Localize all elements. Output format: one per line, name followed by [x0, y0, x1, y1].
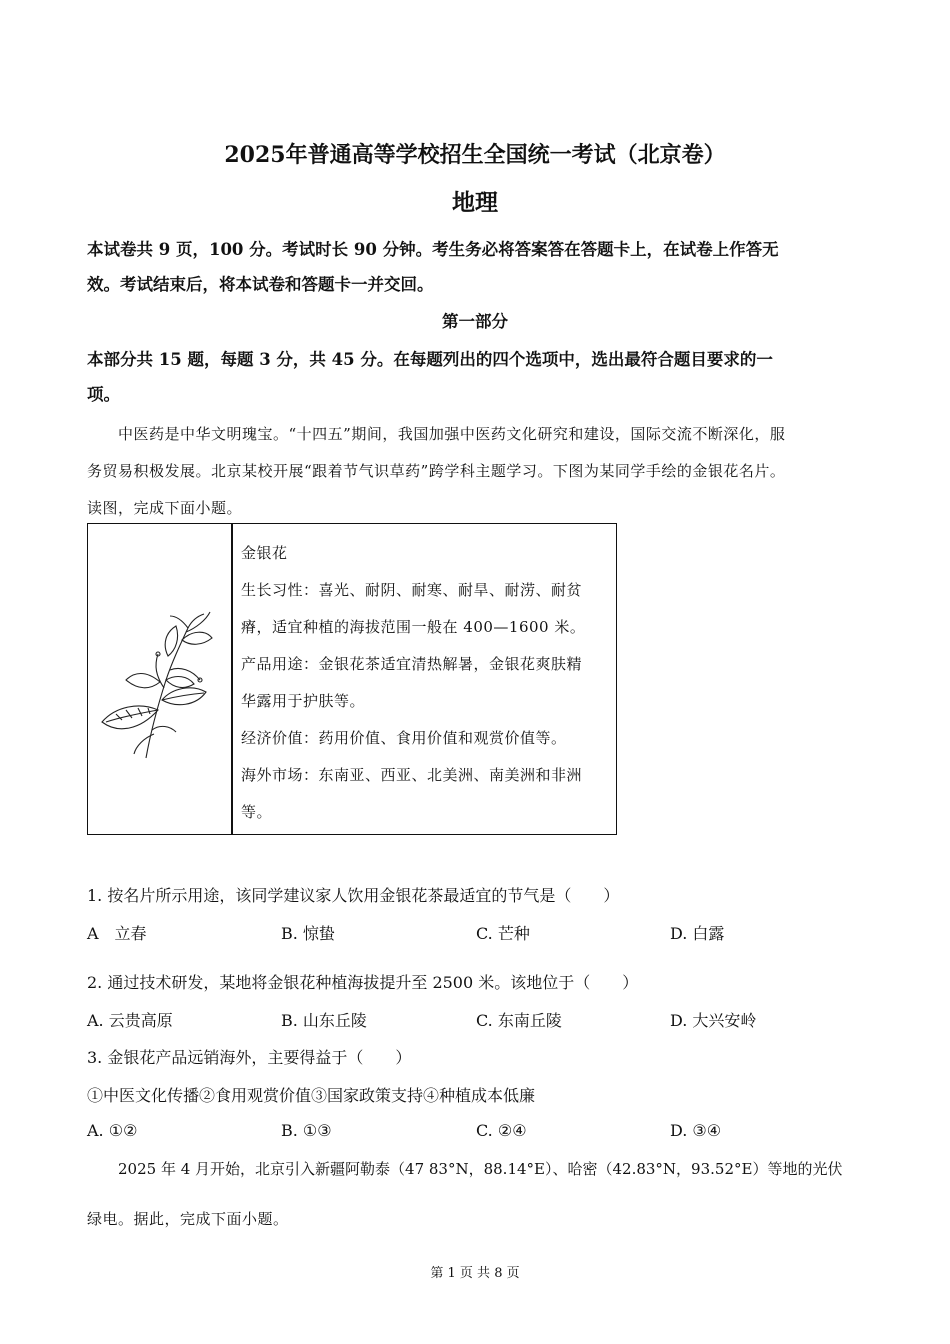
question-1-option-b: B. 惊蛰	[281, 924, 335, 943]
question-1-option-a: A 立春	[87, 924, 147, 943]
card-line: 瘠，适宜种植的海拔范围一般在 400—1600 米。	[241, 618, 586, 636]
card-line: 金银花	[241, 544, 288, 562]
question-3-stem: 3. 金银花产品远销海外，主要得益于（ ）	[87, 1048, 412, 1067]
card-line: 经济价值：药用价值、食用价值和观赏价值等。	[241, 729, 567, 747]
question-1-stem: 1. 按名片所示用途，该同学建议家人饮用金银花茶最适宜的节气是（ ）	[87, 886, 620, 905]
card-line: 生长习性：喜光、耐阴、耐寒、耐旱、耐涝、耐贫	[241, 581, 583, 599]
question-3-statements: ①中医文化传播②食用观赏价值③国家政策支持④种植成本低廉	[87, 1086, 536, 1105]
question-3-option-d: D. ③④	[670, 1121, 722, 1140]
honeysuckle-card	[87, 523, 617, 835]
question-3-option-b: B. ①③	[281, 1121, 332, 1140]
part-title: 第一部分	[442, 312, 508, 331]
passage1-line-3: 读图，完成下面小题。	[87, 499, 243, 517]
question-2-option-a: A. 云贵高原	[87, 1011, 173, 1030]
part-desc-line-1: 本部分共 15 题，每题 3 分，共 45 分。在每题列出的四个选项中，选出最符合题目要求的一	[87, 350, 773, 369]
card-line: 海外市场：东南亚、西亚、北美洲、南美洲和非洲	[241, 766, 583, 784]
instructions-line-2: 效。考试结束后，将本试卷和答题卡一并交回。	[87, 275, 434, 294]
card-divider	[231, 524, 233, 834]
question-3-option-a: A. ①②	[87, 1121, 138, 1140]
card-line: 等。	[241, 803, 273, 821]
passage1-line-1: 中医药是中华文明瑰宝。“十四五”期间，我国加强中医药文化研究和建设，国际交流不断深化，服	[118, 425, 786, 443]
question-1-option-d: D. 白露	[670, 924, 725, 943]
part-desc-line-2: 项。	[87, 385, 120, 404]
passage2-line-1: 2025 年 4 月开始，北京引入新疆阿勒泰（47 83°N，88.14°E）、哈密（42.83°N，93.52°E）等地的光伏	[118, 1160, 843, 1178]
question-2-stem: 2. 通过技术研发，某地将金银花种植海拔提升至 2500 米。该地位于（ ）	[87, 973, 639, 992]
exam-title: 2025年普通高等学校招生全国统一考试（北京卷）	[224, 142, 726, 168]
instructions-line-1: 本试卷共 9 页，100 分。考试时长 90 分钟。考生务必将答案答在答题卡上，在试卷上作答无	[87, 240, 779, 259]
question-2-option-d: D. 大兴安岭	[670, 1011, 757, 1030]
question-1-option-c: C. 芒种	[476, 924, 530, 943]
honeysuckle-illustration	[96, 610, 216, 760]
card-line: 华露用于护肤等。	[241, 692, 366, 710]
card-line: 产品用途：金银花茶适宜清热解暑，金银花爽肤精	[241, 655, 583, 673]
passage2-line-2: 绿电。据此，完成下面小题。	[87, 1210, 289, 1228]
page-footer: 第 1 页 共 8 页	[430, 1266, 520, 1281]
question-2-option-b: B. 山东丘陵	[281, 1011, 367, 1030]
question-2-option-c: C. 东南丘陵	[476, 1011, 562, 1030]
passage1-line-2: 务贸易积极发展。北京某校开展“跟着节气识草药”跨学科主题学习。下图为某同学手绘的金银花名片。	[87, 462, 786, 480]
question-3-option-c: C. ②④	[476, 1121, 527, 1140]
exam-subject: 地理	[452, 189, 498, 216]
